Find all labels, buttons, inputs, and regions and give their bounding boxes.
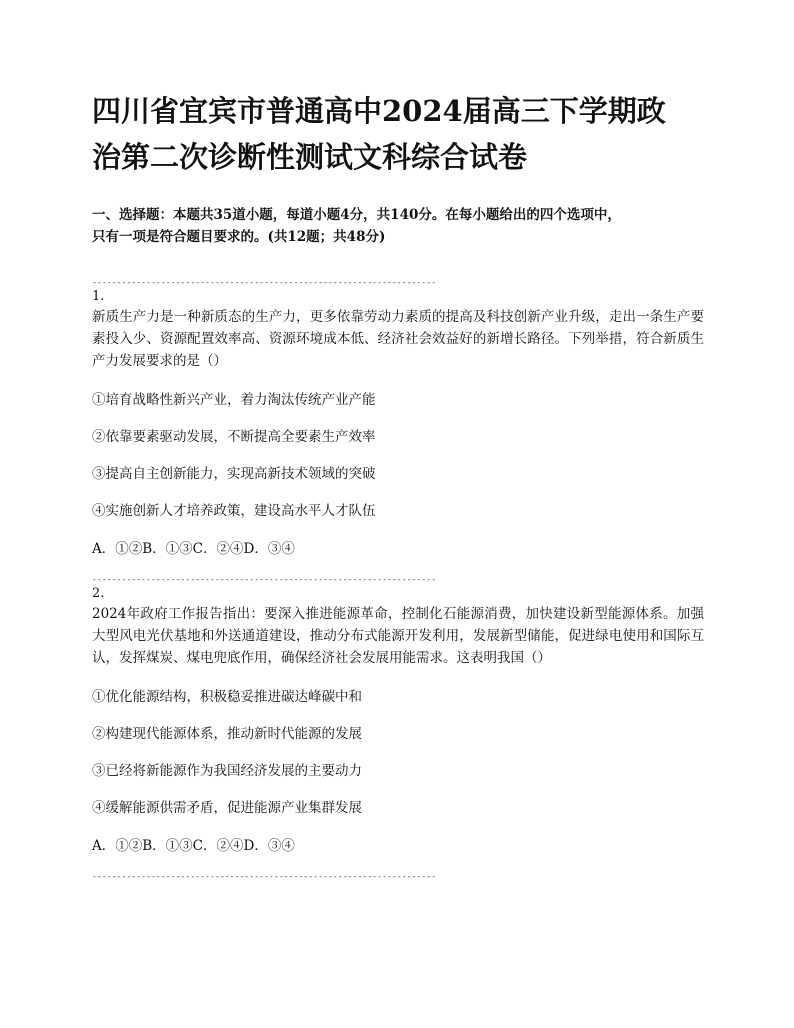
section-line-1: 一、选择题：本题共35道小题，每道小题4分，共140分。在每小题给出的四个选项中， <box>92 207 621 223</box>
question-number: 1. <box>92 289 105 304</box>
option-1: ①培育战略性新兴产业，着力淘汰传统产业产能 <box>92 392 376 408</box>
question-stem: 新质生产力是一种新质态的生产力，更多依靠劳动力素质的提高及科技创新产业升级，走出一条生产要素投入少、资源配置效率高、资源环境成本低、经济社会效益好的新增长路径。下列举措，符合新质生产力发展要求的是（） <box>92 309 704 369</box>
option-3: ③已经将新能源作为我国经济发展的主要动力 <box>92 763 362 779</box>
option-2: ②依靠要素驱动发展，不断提高全要素生产效率 <box>92 429 376 445</box>
answer-choices: A．①②B．①③C．②④D．③④ <box>92 541 295 557</box>
divider: ---------------------------------------------------------------------- <box>92 278 437 287</box>
question-2 <box>92 585 704 856</box>
title-line-2: 治第二次诊断性测试文科综合试卷 <box>92 140 528 174</box>
option-1: ①优化能源结构，积极稳妥推进碳达峰碳中和 <box>92 689 362 705</box>
question-1 <box>92 288 704 559</box>
question-stem: 2024年政府工作报告指出：要深入推进能源革命，控制化石能源消费，加快建设新型能源体系。加强大型风电光伏基地和外送通道建设，推动分布式能源开发利用，发展新型储能，促进绿电使用和国际互认，发挥煤炭、煤电兜底作用，确保经济社会发展用能需求。这表明我国（） <box>92 606 704 666</box>
title-line-1: 四川省宜宾市普通高中2024届高三下学期政 <box>92 94 666 128</box>
page-title <box>92 88 704 180</box>
section-heading <box>92 204 704 248</box>
answer-choices: A．①②B．①③C．②④D．③④ <box>92 838 295 854</box>
option-3: ③提高自主创新能力，实现高新技术领域的突破 <box>92 466 376 482</box>
question-number: 2. <box>92 586 105 601</box>
option-4: ④缓解能源供需矛盾，促进能源产业集群发展 <box>92 800 362 816</box>
option-2: ②构建现代能源体系，推动新时代能源的发展 <box>92 726 362 742</box>
divider: ---------------------------------------------------------------------- <box>92 575 437 584</box>
divider: ---------------------------------------------------------------------- <box>92 872 437 881</box>
exam-page <box>92 88 704 882</box>
option-4: ④实施创新人才培养政策，建设高水平人才队伍 <box>92 503 376 519</box>
section-line-2: 只有一项是符合题目要求的。(共12题；共48分) <box>92 229 386 245</box>
